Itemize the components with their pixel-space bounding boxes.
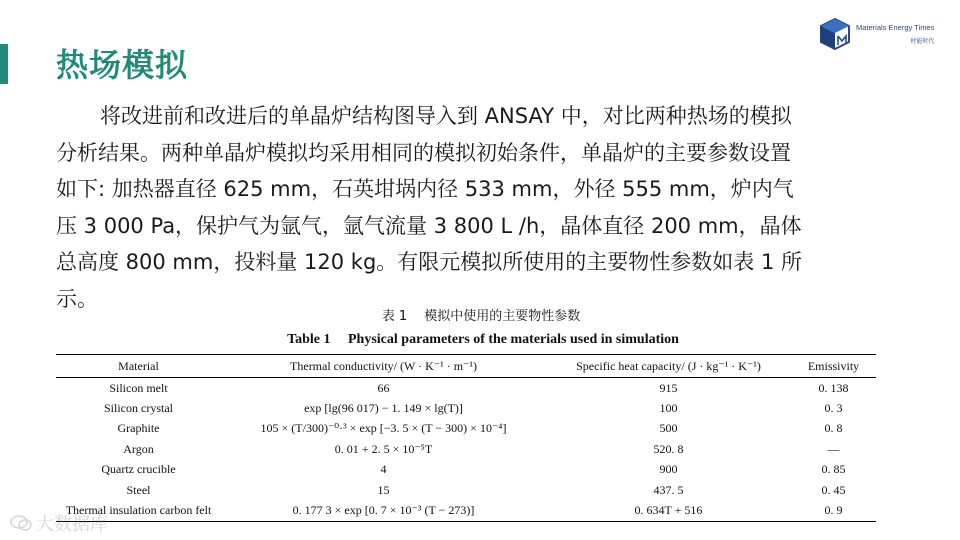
table-row: [56, 419, 876, 439]
cell-thermal-conductivity: 0. 01 + 2. 5 × 10⁻⁵T: [334, 441, 433, 456]
cell-material: Steel: [126, 482, 151, 497]
cell-material: Argon: [123, 441, 154, 456]
watermark: [10, 510, 108, 536]
table-header-row: [56, 355, 876, 378]
cell-thermal-conductivity: 0. 177 3 × exp [0. 7 × 10⁻³ (T − 273)]: [292, 503, 475, 518]
cell-specific-heat: 0. 634T + 516: [634, 503, 703, 518]
table-caption-english: Table 1 Physical parameters of the materials used in simulation: [287, 332, 679, 347]
cell-specific-heat: 915: [659, 380, 678, 395]
cell-specific-heat: 900: [659, 462, 678, 477]
cell-emissivity: 0. 9: [824, 503, 843, 518]
header-specific-heat: Specific heat capacity/ (J · kg⁻¹ · K⁻¹): [576, 358, 761, 373]
cell-thermal-conductivity: exp [lg(96 017) − 1. 149 × lg(T)]: [304, 401, 463, 416]
paragraph-line: 分析结果。两种单晶炉模拟均采用相同的模拟初始条件，单晶炉的主要参数设置: [56, 140, 791, 165]
cell-thermal-conductivity: 66: [377, 380, 390, 395]
paragraph-line: 如下: 加热器直径 625 mm，石英坩埚内径 533 mm，外径 555 mm，炉内气: [56, 177, 794, 201]
logo-chinese-text: 材能时代: [910, 38, 935, 45]
cell-specific-heat: 500: [659, 421, 678, 436]
table-row: [56, 398, 876, 418]
cell-specific-heat: 437. 5: [653, 482, 684, 497]
table-row: [56, 378, 876, 399]
table-row: [56, 500, 876, 521]
cell-thermal-conductivity: 4: [380, 462, 387, 477]
table-row: [56, 480, 876, 500]
paragraph-line: 将改进前和改进后的单晶炉结构图导入到 ANSAY 中，对比两种热场的模拟: [100, 104, 792, 128]
cell-material: Graphite: [117, 421, 160, 436]
body-paragraph: [56, 98, 902, 317]
chat-bubble-icon: [10, 514, 32, 532]
parameters-table-block: [56, 306, 876, 522]
header-material: Material: [118, 358, 159, 373]
cell-material: Thermal insulation carbon felt: [65, 503, 212, 518]
cell-thermal-conductivity: 105 × (T/300)⁻⁰·³ × exp [−3. 5 × (T − 300) × 10⁻⁴]: [260, 421, 507, 436]
cell-material: Quartz crucible: [101, 462, 176, 477]
logo-english-text: Materials Energy Times: [856, 23, 935, 32]
cell-specific-heat: 520. 8: [653, 441, 684, 456]
cell-material: Silicon melt: [109, 380, 168, 395]
paragraph-line: 示。: [56, 286, 98, 311]
paragraph-line: 压 3 000 Pa，保护气为氩气，氩气流量 3 800 L /h，晶体直径 200 mm，晶体: [56, 213, 802, 238]
table-row: [56, 460, 876, 480]
table-row: [56, 439, 876, 459]
brand-logo: [818, 14, 948, 54]
title-accent-bar: [0, 44, 8, 84]
header-emissivity: Emissivity: [807, 358, 860, 373]
header-thermal-conductivity: Thermal conductivity/ (W · K⁻¹ · m⁻¹): [290, 358, 477, 373]
paragraph-line: 总高度 800 mm，投料量 120 kg。有限元模拟所使用的主要物性参数如表 1 所: [56, 250, 802, 274]
cell-specific-heat: 100: [659, 401, 678, 416]
slide-title: 热场模拟: [56, 46, 189, 84]
cell-emissivity: 0. 85: [821, 462, 846, 477]
cube-logo-icon: [818, 17, 852, 51]
cell-material: Silicon crystal: [104, 401, 173, 416]
cell-emissivity: 0. 138: [818, 380, 849, 395]
parameters-table: [56, 354, 876, 522]
table-caption-chinese: 表 1 模拟中使用的主要物性参数: [381, 309, 581, 324]
cell-emissivity: —: [827, 441, 840, 456]
watermark-text: 大数据库: [36, 514, 108, 535]
cell-emissivity: 0. 45: [821, 482, 846, 497]
cell-emissivity: 0. 8: [824, 421, 843, 436]
cell-thermal-conductivity: 15: [377, 482, 390, 497]
cell-emissivity: 0. 3: [824, 401, 843, 416]
